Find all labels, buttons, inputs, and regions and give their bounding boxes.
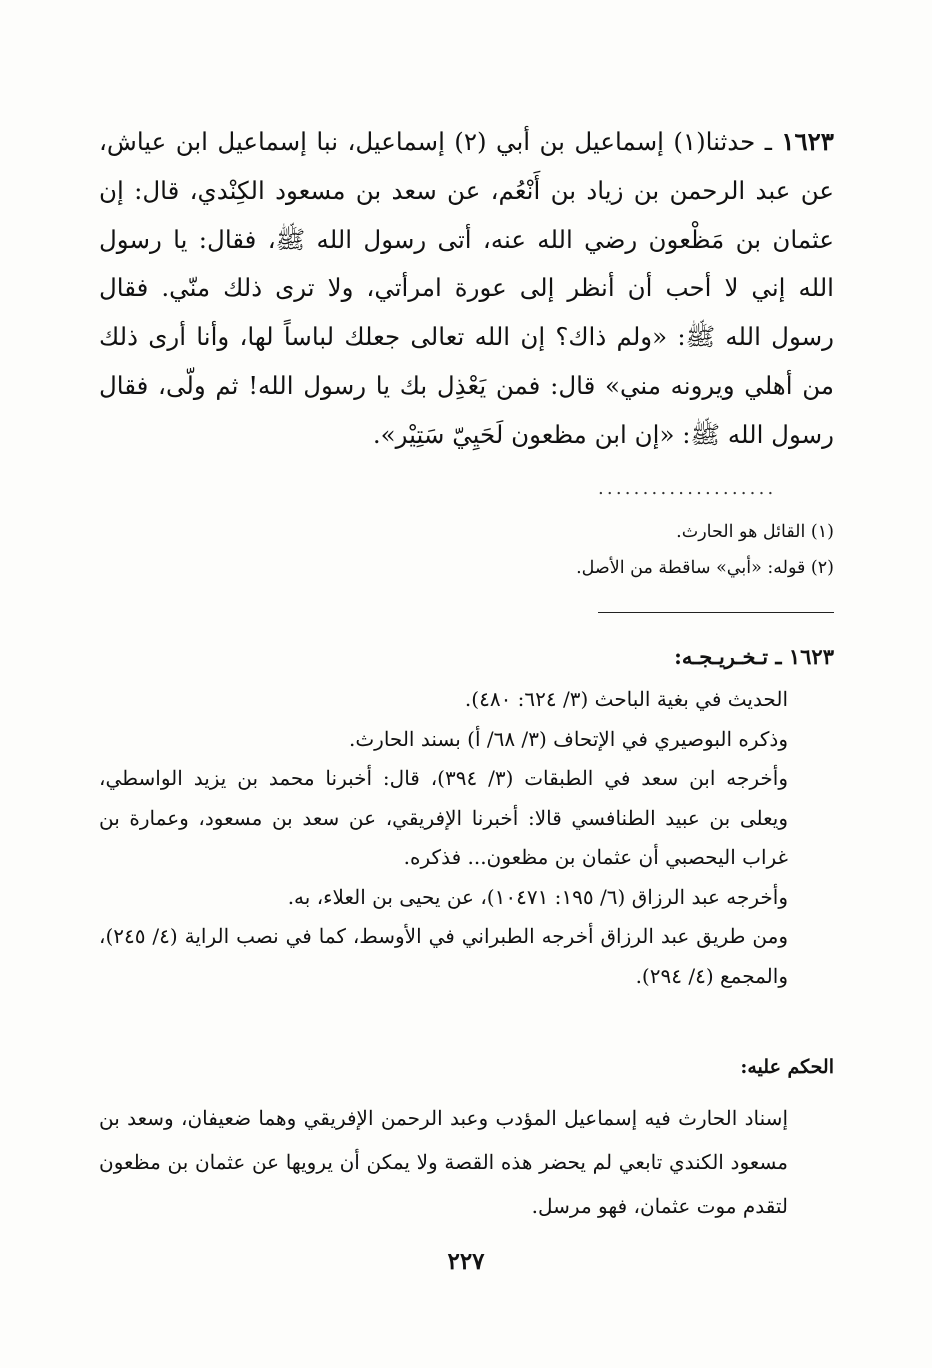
hadith-number: ١٦٢٣ xyxy=(781,127,834,156)
footnote-2: (٢) قوله: «أبي» ساقطة من الأصل. xyxy=(576,558,834,578)
takhrij-paragraph: وذكره البوصيري في الإتحاف (٣/ ٦٨/ أ) بسند الحارث. xyxy=(348,726,788,751)
takhrij-paragraph: الحديث في بغية الباحث (٣/ ٦٢٤: ٤٨٠). xyxy=(464,687,788,711)
footnote-1: (١) القائل هو الحارث. xyxy=(676,522,834,542)
takhrij-body xyxy=(99,680,834,996)
page-number: ٢٢٧ xyxy=(447,1248,485,1275)
takhrij-paragraph: وأخرجه عبد الرزاق (٦/ ١٩٥: ١٠٤٧١)، عن يحيى بن العلاء، به. xyxy=(287,884,788,909)
hadith-text xyxy=(99,118,834,460)
judgment-paragraph: إسناد الحارث فيه إسماعيل المؤدب وعبد الرحمن الإفريقي وهما ضعيفان، وسعد بن مسعود الكندي تابعي لم يحضر هذه القصة ولا يمكن أن يرويها عن عثمان بن مظعون لتقدم موت عثمان، فهو مرسل. xyxy=(99,1106,788,1218)
footnotes xyxy=(99,514,834,586)
takhrij-heading: ١٦٢٣ ـ تـخـريـجـه: xyxy=(674,644,834,669)
judgment-heading: الحكم عليه: xyxy=(740,1056,834,1078)
takhrij-paragraph: وأخرجه ابن سعد في الطبقات (٣/ ٣٩٤)، قال: أخبرنا محمد بن يزيد الواسطي، ويعلى بن عبيد الطنافسي قالا: أخبرنا الإفريقي، عن سعد بن مسعود، وعمارة بن غراب اليحصبي أن عثمان بن مظعون... فذكره. xyxy=(99,766,788,869)
takhrij-paragraph: ومن طريق عبد الرزاق أخرجه الطبراني في الأوسط، كما في نصب الراية (٤/ ٢٤٥)، والمجمع (٤/ ٢٩٤). xyxy=(99,924,788,988)
hadith-body: ـ حدثنا(١) إسماعيل بن أبي (٢) إسماعيل، نبا إسماعيل ابن عياش، عن عبد الرحمن بن زياد بن أَنْعُم، عن سعد بن مسعود الكِنْدي، قال: إن عثمان بن مَظْعون رضي الله عنه، أتى رسول الله ﷺ، فقال: يا رسول الله إني لا أحب أن أنظر إلى عورة امرأتي، ولا ترى ذلك منّي. فقال رسول الله ﷺ: «ولم ذاك؟ إن الله تعالى جعلك لباساً لها، وأنا أرى ذلك من أهلي ويرونه مني» قال: فمن يَعْذِل بك يا رسول الله! ثم ولّى، فقال رسول الله ﷺ: «إن ابن مظعون لَحَيِيّ سَتِيْر». xyxy=(99,127,834,449)
footnote-separator-dots: .................... xyxy=(598,478,777,499)
section-divider xyxy=(598,612,834,613)
judgment-body xyxy=(99,1096,834,1228)
